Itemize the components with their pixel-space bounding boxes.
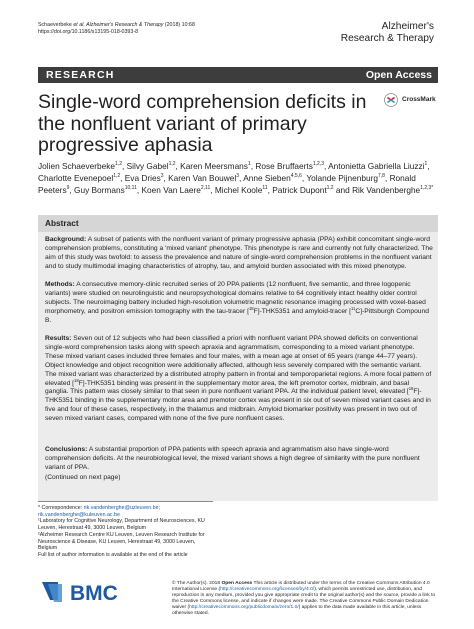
author: Yolande Pijnenburg$^{7,8}$, bbox=[306, 173, 390, 183]
author: Karen Van Bouwel$^3$, bbox=[168, 173, 244, 183]
affiliation-1: ¹Laboratory for Cognitive Neurology, Department of Neurosciences, KU Leuven, Herestraat 49, 3000 Leuven, Belgium bbox=[38, 518, 205, 532]
author: Silvy Gabel$^{1,2}$, bbox=[126, 161, 181, 171]
abstract-conclusions bbox=[45, 446, 433, 473]
correspondence-prefix: * Correspondence: bbox=[38, 505, 84, 511]
methods-sup-1: 18 bbox=[248, 305, 254, 311]
author-affiliation-sup: 9 bbox=[66, 185, 70, 192]
author: Michel Koole$^{11}$, bbox=[214, 185, 273, 195]
conclusions-label: Conclusions: bbox=[45, 446, 88, 453]
author-name: Guy Bormans bbox=[74, 185, 125, 195]
author: Jolien Schaeverbeke$^{1,2}$, bbox=[38, 161, 127, 171]
license-url-cc-by[interactable]: http://creativecommons.org/licenses/by/4.0/ bbox=[220, 587, 315, 593]
author: Guy Bormans$^{10,11}$, bbox=[74, 185, 142, 195]
journal-name-line1: Alzheimer's bbox=[381, 21, 434, 32]
conclusions-text: A substantial proportion of PPA patients with speech apraxia and agrammatism also have single-word comprehension deficits. At the neurobiological level, the mixed variant shows a high degree of similarity with the pure nonfluent variant of PPA. bbox=[45, 446, 420, 471]
author-affiliation-sup: 3 bbox=[160, 173, 164, 180]
abstract-methods bbox=[45, 281, 433, 326]
license-statement bbox=[172, 581, 438, 618]
crossmark-label: CrossMark bbox=[402, 96, 436, 103]
author-name: Jolien Schaeverbeke bbox=[38, 161, 116, 171]
background-label: Background: bbox=[45, 236, 87, 243]
citation-volume: (2018) 10:68 bbox=[163, 22, 195, 28]
license-text-2: ), which permits unrestricted use, distribution, and reproduction in any medium, provided you give appropriate credit to the original author(s) and the source, provide a link to the Creative Commons license, and indicate if changes were made. The Creative Commons Public Domain Dedication waiver ( bbox=[172, 587, 436, 611]
results-text-a: Seven out of 12 subjects who had been classified a priori with nonfluent variant PPA showed deficits on conventional single-word comprehension tasks along with speech apraxia and agrammatism, corresponding to a mixed variant phenotype. These mixed variant cases included three females and four males, with a mean age at onset of 65 years (range 44–77 years). Object knowledge and object recognition were additionally affected, although less severely compared with the semantic variant. The mixed variant was characterized by a distributed atrophy pattern in frontal and temporoparietal regions. A more focal pattern of elevated [ bbox=[45, 335, 432, 387]
author-name: Charlotte Evenepoel bbox=[38, 173, 114, 183]
running-header-citation bbox=[38, 22, 195, 36]
author bbox=[352, 185, 433, 195]
author-name: Yolande Pijnenburg bbox=[306, 173, 378, 183]
footnote-divider bbox=[38, 501, 213, 502]
results-sup-1: 18 bbox=[74, 377, 79, 383]
author: Rose Bruffaerts$^{1,2,3}$, bbox=[255, 161, 329, 171]
author-name: Karen Van Bouwel bbox=[168, 173, 237, 183]
doi-link[interactable]: https://doi.org/10.1186/s13195-018-0393-8 bbox=[38, 29, 139, 36]
bmc-logo-text: BMC bbox=[70, 582, 118, 605]
abstract-heading: Abstract bbox=[45, 218, 79, 228]
abstract-results bbox=[45, 335, 433, 424]
author-affiliation-sup: 1,2 bbox=[168, 161, 176, 168]
author-name: Antonietta Gabriella Liuzzi bbox=[328, 161, 425, 171]
author-affiliation-sup: 10,11 bbox=[124, 185, 137, 192]
license-url-cc0[interactable]: http://creativecommons.org/publicdomain/zero/1.0/ bbox=[189, 605, 299, 611]
author-name: Ronald Peeters bbox=[38, 173, 416, 195]
author-name: Michel Koole bbox=[214, 185, 263, 195]
footnotes bbox=[38, 505, 213, 559]
author-affiliation-sup: 1,2 bbox=[326, 185, 334, 192]
methods-text-c: C]-Pittsburgh Compound B. bbox=[45, 307, 429, 324]
author: Karen Meersmans$^1$, bbox=[180, 161, 256, 171]
license-text-1: This article is distributed under the terms of the Creative Commons Attribution 4.0 International License ( bbox=[172, 581, 430, 593]
author-affiliation-sup: 11 bbox=[262, 185, 268, 192]
abstract-header-bar bbox=[38, 215, 438, 232]
correspondence-sep: ; bbox=[158, 505, 161, 511]
citation-authors: Schaeverbeke bbox=[38, 22, 74, 28]
author: Ronald Peeters$^9$, bbox=[38, 173, 416, 195]
author-name: Karen Meersmans bbox=[180, 161, 248, 171]
journal-name bbox=[341, 21, 434, 44]
author-name: Eva Dries bbox=[124, 173, 161, 183]
author-affiliation-sup: 2,11 bbox=[200, 185, 211, 192]
affiliation-2: ²Alzheimer Research Centre KU Leuven, Leuven Research Institute for Neuroscience & Disease, KU Leuven, Herestraat 49, 3000 Leuven, Belgium bbox=[38, 531, 205, 552]
methods-sup-2: 11 bbox=[351, 305, 356, 311]
author-affiliation-sup: 1 bbox=[247, 161, 251, 168]
author-name: Anne Sieben bbox=[243, 173, 291, 183]
article-title: Single-word comprehension deficits in the nonfluent variant of primary progressive aphasia bbox=[38, 91, 367, 156]
methods-label: Methods: bbox=[45, 281, 75, 288]
open-access-label: Open Access bbox=[365, 69, 432, 81]
author-affiliation-sup: 1,2,3 bbox=[312, 161, 324, 168]
author: Eva Dries$^3$, bbox=[124, 173, 169, 183]
continued-note: (Continued on next page) bbox=[45, 474, 121, 481]
license-text-3: ) applies to the data made available in this article, unless otherwise stated. bbox=[172, 605, 422, 617]
author-affiliation-sup: 7,8 bbox=[377, 173, 385, 180]
results-text-c: F]-THK5351 binding in the supplementary motor area and premotor cortex was present in six out of seven mixed variant cases and in five and four of these cases, respectively, in the thalamus and midbrain. Amyloid biomarker positivity was present in two out of seven mixed variant cases, compared with none of the five pure nonfluent cases. bbox=[45, 388, 431, 423]
full-author-info-note: Full list of author information is available at the end of the article bbox=[38, 551, 188, 558]
methods-text-b: F]-THK5351 and amyloid-tracer [ bbox=[253, 307, 351, 315]
results-label: Results: bbox=[45, 335, 72, 342]
citation-journal: et al. Alzheimer's Research & Therapy bbox=[73, 22, 164, 28]
author-affiliation-sup: 1,2 bbox=[115, 161, 122, 168]
author-name: Koen Van Laere bbox=[141, 185, 201, 195]
author-affiliation-sup: 1,2 bbox=[113, 173, 121, 180]
article-type-label: RESEARCH bbox=[46, 69, 115, 81]
author: Patrick Dupont$^{1,2}$ and bbox=[272, 185, 353, 195]
results-sup-2: 18 bbox=[408, 386, 414, 392]
author-name: Patrick Dupont bbox=[272, 185, 327, 195]
methods-text-a: A consecutive memory-clinic recruited series of 20 PPA patients (12 nonfluent, five semantic, and three logopenic variants) were studied on neurolinguistic and neuropsychological domains relative to 64 cognitively intact healthy older control subjects. The neuroimaging battery included high-resolution volumetric magnetic resonance imaging processed with voxel-based morphometry, and positron emission tomography with the tau-tracer [ bbox=[45, 281, 426, 315]
author-name: Rik Vandenberghe bbox=[352, 185, 421, 195]
author-affiliation-sup: 1 bbox=[424, 161, 428, 168]
bmc-logo[interactable] bbox=[38, 578, 148, 606]
author-affiliation-sup: 3 bbox=[236, 173, 240, 180]
correspondence-email-2[interactable]: rik.vandenberghe@kuleuven.ac.be bbox=[38, 511, 120, 518]
abstract-background bbox=[45, 236, 433, 272]
author-list bbox=[38, 160, 440, 196]
author: Anne Sieben$^{4,5,6}$, bbox=[243, 173, 307, 183]
author: Koen Van Laere$^{2,11}$, bbox=[141, 185, 215, 195]
background-text: A subset of patients with the nonfluent variant of primary progressive aphasia (PPA) exhibit concomitant single-word comprehension problems, constituting a 'mixed variant' phenotype. This phenotype is rare and currently not fully characterized. The aim of this study was twofold: to assess the prevalence and nature of single-word comprehension problems in the nonfluent variant and to study multimodal imaging characteristics of atrophy, tau, and amyloid burden associated with this mixed phenotype. bbox=[45, 236, 433, 270]
journal-name-line2: Research & Therapy bbox=[340, 32, 434, 44]
correspondence-email-1[interactable]: rik.vandenberghe@uzleuven.be bbox=[83, 505, 159, 511]
author: Charlotte Evenepoel$^{1,2}$, bbox=[38, 173, 125, 183]
license-copyright: © The Author(s). 2018 bbox=[172, 581, 222, 586]
author: Antonietta Gabriella Liuzzi$^1$, bbox=[328, 161, 430, 171]
results-text-b: F]-THK5351 binding was present in the supplementary motor area, the left premotor cortex, midbrain, and basal ganglia. This pattern was closely similar to that seen in pure nonfluent variant PPA. At the individual patient level, elevated [ bbox=[45, 379, 410, 396]
author-affiliation-sup: 4,5,6 bbox=[290, 173, 302, 180]
license-open-access: Open Access bbox=[221, 581, 253, 586]
author-name: Rose Bruffaerts bbox=[255, 161, 313, 171]
author-affiliation-sup: 1,2,3* bbox=[420, 185, 434, 192]
author-name: Silvy Gabel bbox=[126, 161, 169, 171]
